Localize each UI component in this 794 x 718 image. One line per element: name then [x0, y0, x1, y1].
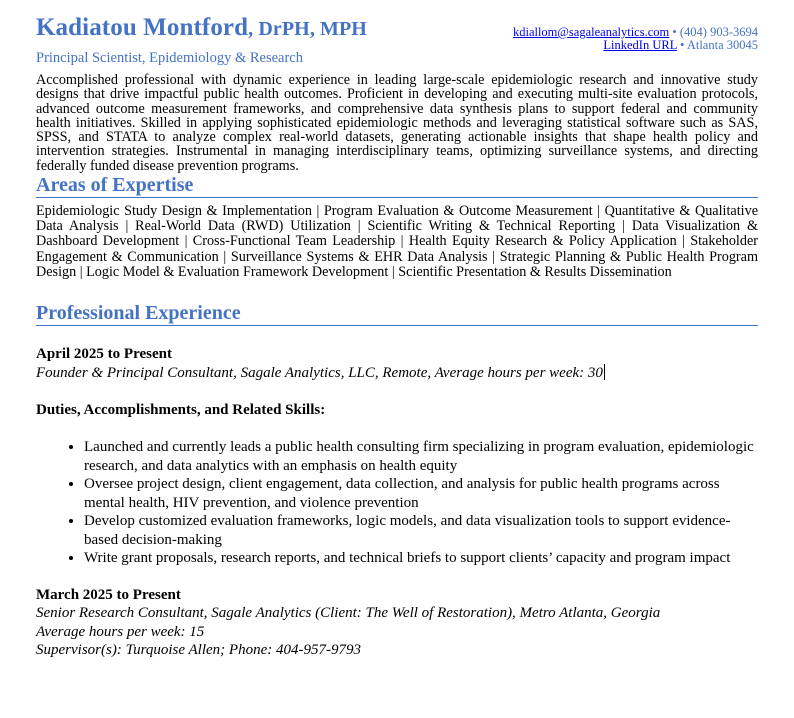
duties-list — [36, 438, 758, 568]
job-entry — [36, 586, 758, 660]
expertise-list: Epidemiologic Study Design & Implementation | Program Evaluation & Outcome Measurement | Quantitative & Qualitative Data Analysis | Real-World Data (RWD) Utilization | Scientific Writing & Technical Reporting | Data Visualization & Dashboard Development | Cross-Functional Team Leadership | Health Equity Research & Policy Application | Stakeholder Engagement & Communication | Surveillance Systems & EHR Data Analysis | Strategic Planning & Public Health Program Design | Logic Model & Evaluation Framework Development | Scientific Presentation & Results Dissemination — [36, 203, 758, 280]
separator: • — [680, 38, 685, 52]
text-cursor — [604, 364, 605, 380]
credentials: , DrPH, MPH — [248, 18, 367, 40]
job-role: Founder & Principal Consultant, Sagale Analytics, LLC, Remote, Average hours per week: 30 — [36, 364, 603, 381]
linkedin-link[interactable]: LinkedIn URL — [603, 38, 677, 52]
resume-header — [36, 0, 758, 70]
name-block — [36, 14, 367, 42]
summary-paragraph: Accomplished professional with dynamic experience in leading large-scale epidemiologic research and innovative study designs that drive impactful public health outcomes. Proficient in developing and executing multi-site evaluation protocols, advanced outcome measurement frameworks, and comprehensive data synthesis plans to support federal and community health initiatives. Skilled in applying sophisticated epidemiologic methods and leveraging statistical software such as SAS, SPSS, and STATA to analyze complex real-world datasets, generating actionable insights that shape health policy and intervention strategies. Instrumental in managing interdisciplinary teams, optimizing surveillance systems, and directing federally funded disease prevention programs. — [36, 72, 758, 174]
duties-heading: Duties, Accomplishments, and Related Skills: — [36, 402, 326, 419]
contact-line-2 — [513, 39, 758, 52]
list-item: • Oversee project design, client engagement, data collection, and analysis for public health programs across mental health, HIV prevention, and violence prevention — [84, 475, 758, 512]
professional-title: Principal Scientist, Epidemiology & Research — [36, 50, 303, 66]
section-heading-experience: Professional Experience — [36, 302, 758, 326]
job-dates: March 2025 to Present — [36, 586, 181, 603]
job-hours: Average hours per week: 15 — [36, 623, 205, 640]
job-dates: April 2025 to Present — [36, 346, 172, 363]
job-role-line[interactable] — [36, 364, 758, 383]
list-item: • Launched and currently leads a public health consulting firm specializing in program evaluation, epidemiologic research, and data analytics with an emphasis on health equity — [84, 438, 758, 475]
job-role: Senior Research Consultant, Sagale Analytics (Client: The Well of Restoration), Metro Atlanta, Georgia — [36, 605, 661, 622]
separator: • — [672, 25, 677, 39]
list-item: • Write grant proposals, research reports, and technical briefs to support clients’ capacity and program impact — [84, 549, 758, 568]
phone-number: (404) 903-3694 — [679, 25, 758, 39]
job-entry — [36, 345, 758, 382]
name-text: Kadiatou Montford — [36, 14, 249, 41]
location: Atlanta 30045 — [686, 38, 758, 52]
list-item: • Develop customized evaluation frameworks, logic models, and data visualization tools to support evidence-based decision-making — [84, 512, 758, 549]
email-link[interactable]: kdiallom@sagaleanalytics.com — [512, 25, 670, 39]
section-heading-expertise: Areas of Expertise — [36, 174, 758, 198]
candidate-name — [36, 14, 367, 41]
contact-block — [513, 26, 758, 52]
job-supervisor: Supervisor(s): Turquoise Allen; Phone: 404-957-9793 — [36, 642, 361, 659]
